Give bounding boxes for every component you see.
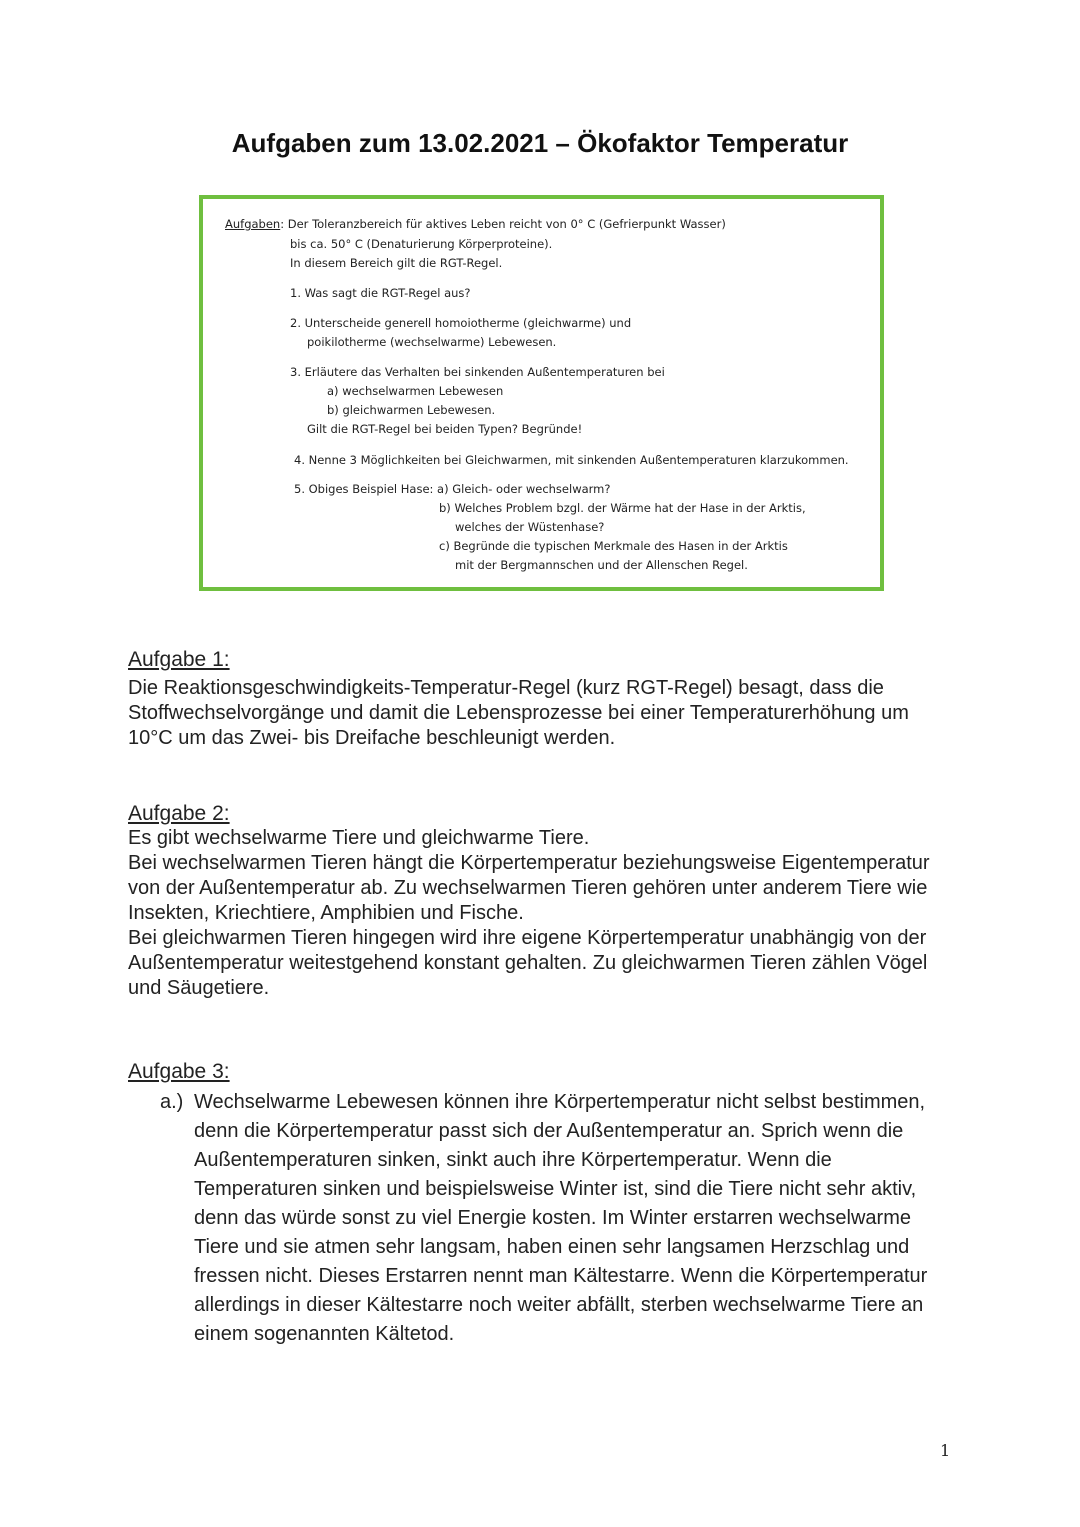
task-intro-line-3: In diesem Bereich gilt die RGT-Regel. xyxy=(290,256,503,270)
aufgabe-1-heading: Aufgabe 1: xyxy=(128,648,230,671)
item-marker: a.) xyxy=(160,1091,184,1113)
task-question-5-c-line-1: c) Begründe die typischen Merkmale des Hasen in der Arktis xyxy=(439,539,788,553)
task-question-5-b-line-1: b) Welches Problem bzgl. der Wärme hat der Hase in der Arktis, xyxy=(439,501,806,515)
page-title: Aufgaben zum 13.02.2021 – Ökofaktor Temperatur xyxy=(231,128,849,158)
task-intro-line-1: Aufgaben: Der Toleranzbereich für aktives Leben reicht von 0° C (Gefrierpunkt Wasser) xyxy=(225,217,726,231)
page-number: 1 xyxy=(940,1441,951,1460)
aufgabe-2-paragraph-3: Bei gleichwarmen Tieren hingegen wird ihre eigene Körpertemperatur unabhängig von der Außentemperatur weitestgehend konstant gehalten. Zu gleichwarmen Tieren zählen Vögel und Säugetiere. xyxy=(128,927,928,999)
task-question-3-c: Gilt die RGT-Regel bei beiden Typen? Begründe! xyxy=(307,422,583,436)
task-question-5-c-line-2: mit der Bergmannschen und der Allenschen Regel. xyxy=(455,558,748,572)
task-question-4: 4. Nenne 3 Möglichkeiten bei Gleichwarmen, mit sinkenden Außentemperaturen klarzukommen. xyxy=(294,453,849,467)
aufgabe-2-heading: Aufgabe 2: xyxy=(128,802,230,825)
aufgabe-1-paragraph: Die Reaktionsgeschwindigkeits-Temperatur-Regel (kurz RGT-Regel) besagt, dass die Stoffwechselvorgänge und damit die Lebensprozesse bei einer Temperaturerhöhung um 10°C um das Zwei- bis Dreifache beschleunigt werden. xyxy=(128,677,909,749)
task-question-5-line-1: 5. Obiges Beispiel Hase: a) Gleich- oder wechselwarm? xyxy=(294,482,611,496)
aufgabe-2-paragraph-2: Bei wechselwarmen Tieren hängt die Körpertemperatur beziehungsweise Eigentemperatur von der Außentemperatur ab. Zu wechselwarmen Tieren gehören unter anderem Tiere wie Insekten, Kriechtiere, Amphibien und Fische. xyxy=(128,852,930,924)
aufgabe-2-paragraph-1: Es gibt wechselwarme Tiere und gleichwarme Tiere. xyxy=(128,827,590,849)
task-question-2-line-2: poikilotherme (wechselwarme) Lebewesen. xyxy=(307,335,557,349)
aufgabe-2-text xyxy=(128,826,958,1001)
task-box xyxy=(199,195,884,591)
task-label: Aufgaben xyxy=(225,217,281,231)
task-question-5-b-line-2: welches der Wüstenhase? xyxy=(455,520,605,534)
task-question-1: 1. Was sagt die RGT-Regel aus? xyxy=(290,286,471,300)
task-question-3-a: a) wechselwarmen Lebewesen xyxy=(327,384,504,398)
task-question-3-line-1: 3. Erläutere das Verhalten bei sinkenden Außentemperaturen bei xyxy=(290,365,665,379)
task-question-3-b: b) gleichwarmen Lebewesen. xyxy=(327,403,496,417)
aufgabe-1-text xyxy=(128,676,958,751)
aufgabe-3-a-text: Wechselwarme Lebewesen können ihre Körpertemperatur nicht selbst bestimmen, denn die Körpertemperatur passt sich der Außentemperatur an. Sprich wenn die Außentemperaturen sinken, sinkt auch ihre Körpertemperatur. Wenn die Temperaturen sinken und beispielsweise Winter ist, sind die Tiere nicht sehr aktiv, denn das würde sonst zu viel Energie kosten. Im Winter erstarren wechselwarme Tiere und sie atmen sehr langsam, haben einen sehr langsamen Herzschlag und fressen nicht. Dieses Erstarren nennt man Kältestarre. Wenn die Körpertemperatur allerdings in dieser Kältestarre noch weiter abfällt, sterben wechselwarme Tiere an einem sogenannten Kältetod. xyxy=(194,1091,928,1345)
aufgabe-3-heading: Aufgabe 3: xyxy=(128,1060,230,1083)
task-question-2-line-1: 2. Unterscheide generell homoiotherme (gleichwarme) und xyxy=(290,316,632,330)
aufgabe-3-item-a xyxy=(160,1088,960,1349)
task-intro-line-2: bis ca. 50° C (Denaturierung Körperproteine). xyxy=(290,237,553,251)
